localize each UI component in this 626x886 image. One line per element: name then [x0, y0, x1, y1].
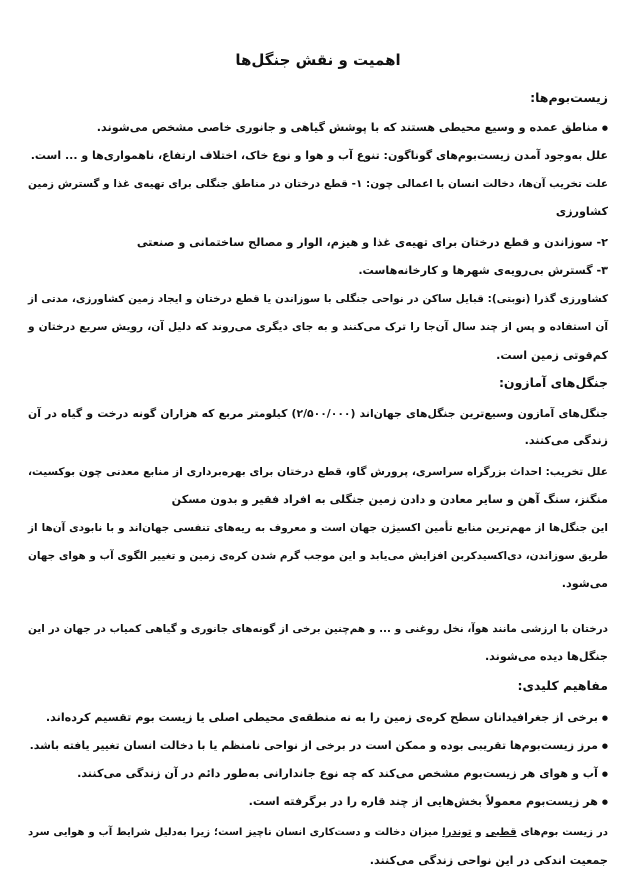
polar-rest: میزان دخالت و دست‌کاری انسان ناچیز است؛ زیرا به‌دلیل شرایط آب و هوایی سرد — [28, 827, 443, 838]
key-concept-bullet: ● مرز زیست‌بوم‌ها تقریبی بوده و ممکن است در برخی از نواحی نامنظم یا با دخالت انسان تغییر یافته باشد. — [28, 737, 608, 755]
tundra-word-underlined: توندرا — [442, 827, 472, 838]
section-heading-amazon: جنگل‌های آمازون: — [498, 375, 608, 390]
shifting-agriculture-line1: کشاورزی گذرا (نوبتی): قبایل ساکن در نواحی جنگلی با سوزاندن یا قطع درختان و ایجاد زمین کشاورزی، مدتی از — [28, 293, 608, 305]
biomes-destruction-item3: ۳- گسترش بی‌رویه‌ی شهرها و کارخانه‌هاست. — [358, 264, 608, 277]
biomes-causes: علل به‌وجود آمدن زیست‌بوم‌های گوناگون: تنوع آب و هوا و نوع خاک، اختلاف ارتفاع، ناهمواری‌ها و ... است. — [30, 149, 608, 162]
amazon-destruction-line1: علل تخریب: احداث بزرگراه سراسری، پرورش گاو، قطع درختان برای بهره‌برداری از منابع معدنی چون بوکسیت، — [28, 466, 608, 478]
key-concept-bullet: ● آب و هوای هر زیست‌بوم مشخص می‌کند که چه نوع جاندارانی به‌طور دائم در آن زندگی می‌کنند. — [28, 765, 608, 783]
polar-word-underlined: قطبی — [485, 827, 517, 838]
polar-and: و — [471, 827, 486, 838]
biomes-destruction-item2: ۲- سوزاندن و قطع درختان برای تهیه‌ی غذا و هیزم، الوار و مصالح ساختمانی و صنعتی — [136, 236, 608, 249]
amazon-trees-line2: جنگل‌ها دیده می‌شوند. — [484, 650, 608, 663]
key-concept-bullet: ● برخی از جغرافیدانان سطح کره‌ی زمین را به نه منطقه‌ی محیطی اصلی یا زیست بوم تقسیم کرده‌اند. — [28, 709, 608, 727]
biomes-destruction-line2: کشاورزی — [555, 205, 608, 218]
amazon-destruction-line2: منگنز، سنگ آهن و سایر معادن و دادن زمین جنگلی به افراد فقیر و بدون مسکن — [171, 493, 608, 506]
shifting-agriculture-line3: کم‌قوتی زمین است. — [496, 349, 608, 362]
amazon-oxygen-line1: این جنگل‌ها از مهم‌ترین منابع تأمین اکسیژن جهان است و معروف به ریه‌های تنفسی جهان‌اند و با نابودی آن‌ها از — [28, 522, 608, 534]
amazon-oxygen-line3: می‌شود. — [561, 577, 608, 590]
amazon-intro-line2: زندگی می‌کنند. — [524, 434, 608, 447]
key-concept-bullet: ● هر زیست‌بوم معمولاً بخش‌هایی از چند قاره را در برگرفته است. — [28, 793, 608, 811]
page-title: اهمیت و نقش جنگل‌ها — [235, 51, 401, 69]
shifting-agriculture-line2: آن استفاده و پس از چند سال آن‌جا را ترک می‌کنند و به جای دیگری می‌روند که دلیل آن، رویش سریع درختان و — [28, 321, 608, 333]
polar-tundra-line2: جمعیت اندکی در این نواحی زندگی می‌کنند. — [369, 854, 608, 867]
section-heading-key-concepts: مفاهیم کلیدی: — [517, 678, 608, 693]
amazon-trees-line1: درختان با ارزشی مانند هوآ، نخل روغنی و ... و هم‌چنین برخی از گونه‌های جانوری و گیاهی کمیاب در جهان در این — [28, 623, 608, 635]
polar-prefix: در زیست بوم‌های — [516, 827, 608, 838]
polar-tundra-line1 — [28, 824, 608, 842]
amazon-intro-line1: جنگل‌های آمازون وسیع‌ترین جنگل‌های جهان‌اند (۲/۵۰۰/۰۰۰) کیلومتر مربع که هزاران گونه درخت و گیاه در آن — [28, 407, 608, 420]
section-heading-biomes: زیست‌بوم‌ها: — [530, 90, 608, 105]
document-page — [28, 0, 608, 886]
biomes-destruction-line1: علت تخریب آن‌ها، دخالت انسان با اعمالی چون: ۱- قطع درختان در مناطق جنگلی برای تهیه‌ی غذا و گسترش زمین — [28, 178, 609, 190]
amazon-oxygen-line2: طریق سوزاندن، دی‌اکسیدکربن افزایش می‌یابد و این موجب گرم شدن کره‌ی زمین و تغییر الگوی آب و هوای جهان — [28, 550, 608, 562]
biomes-definition: ● مناطق عمده و وسیع محیطی هستند که با پوشش گیاهی و جانوری خاصی مشخص می‌شوند. — [28, 119, 608, 137]
